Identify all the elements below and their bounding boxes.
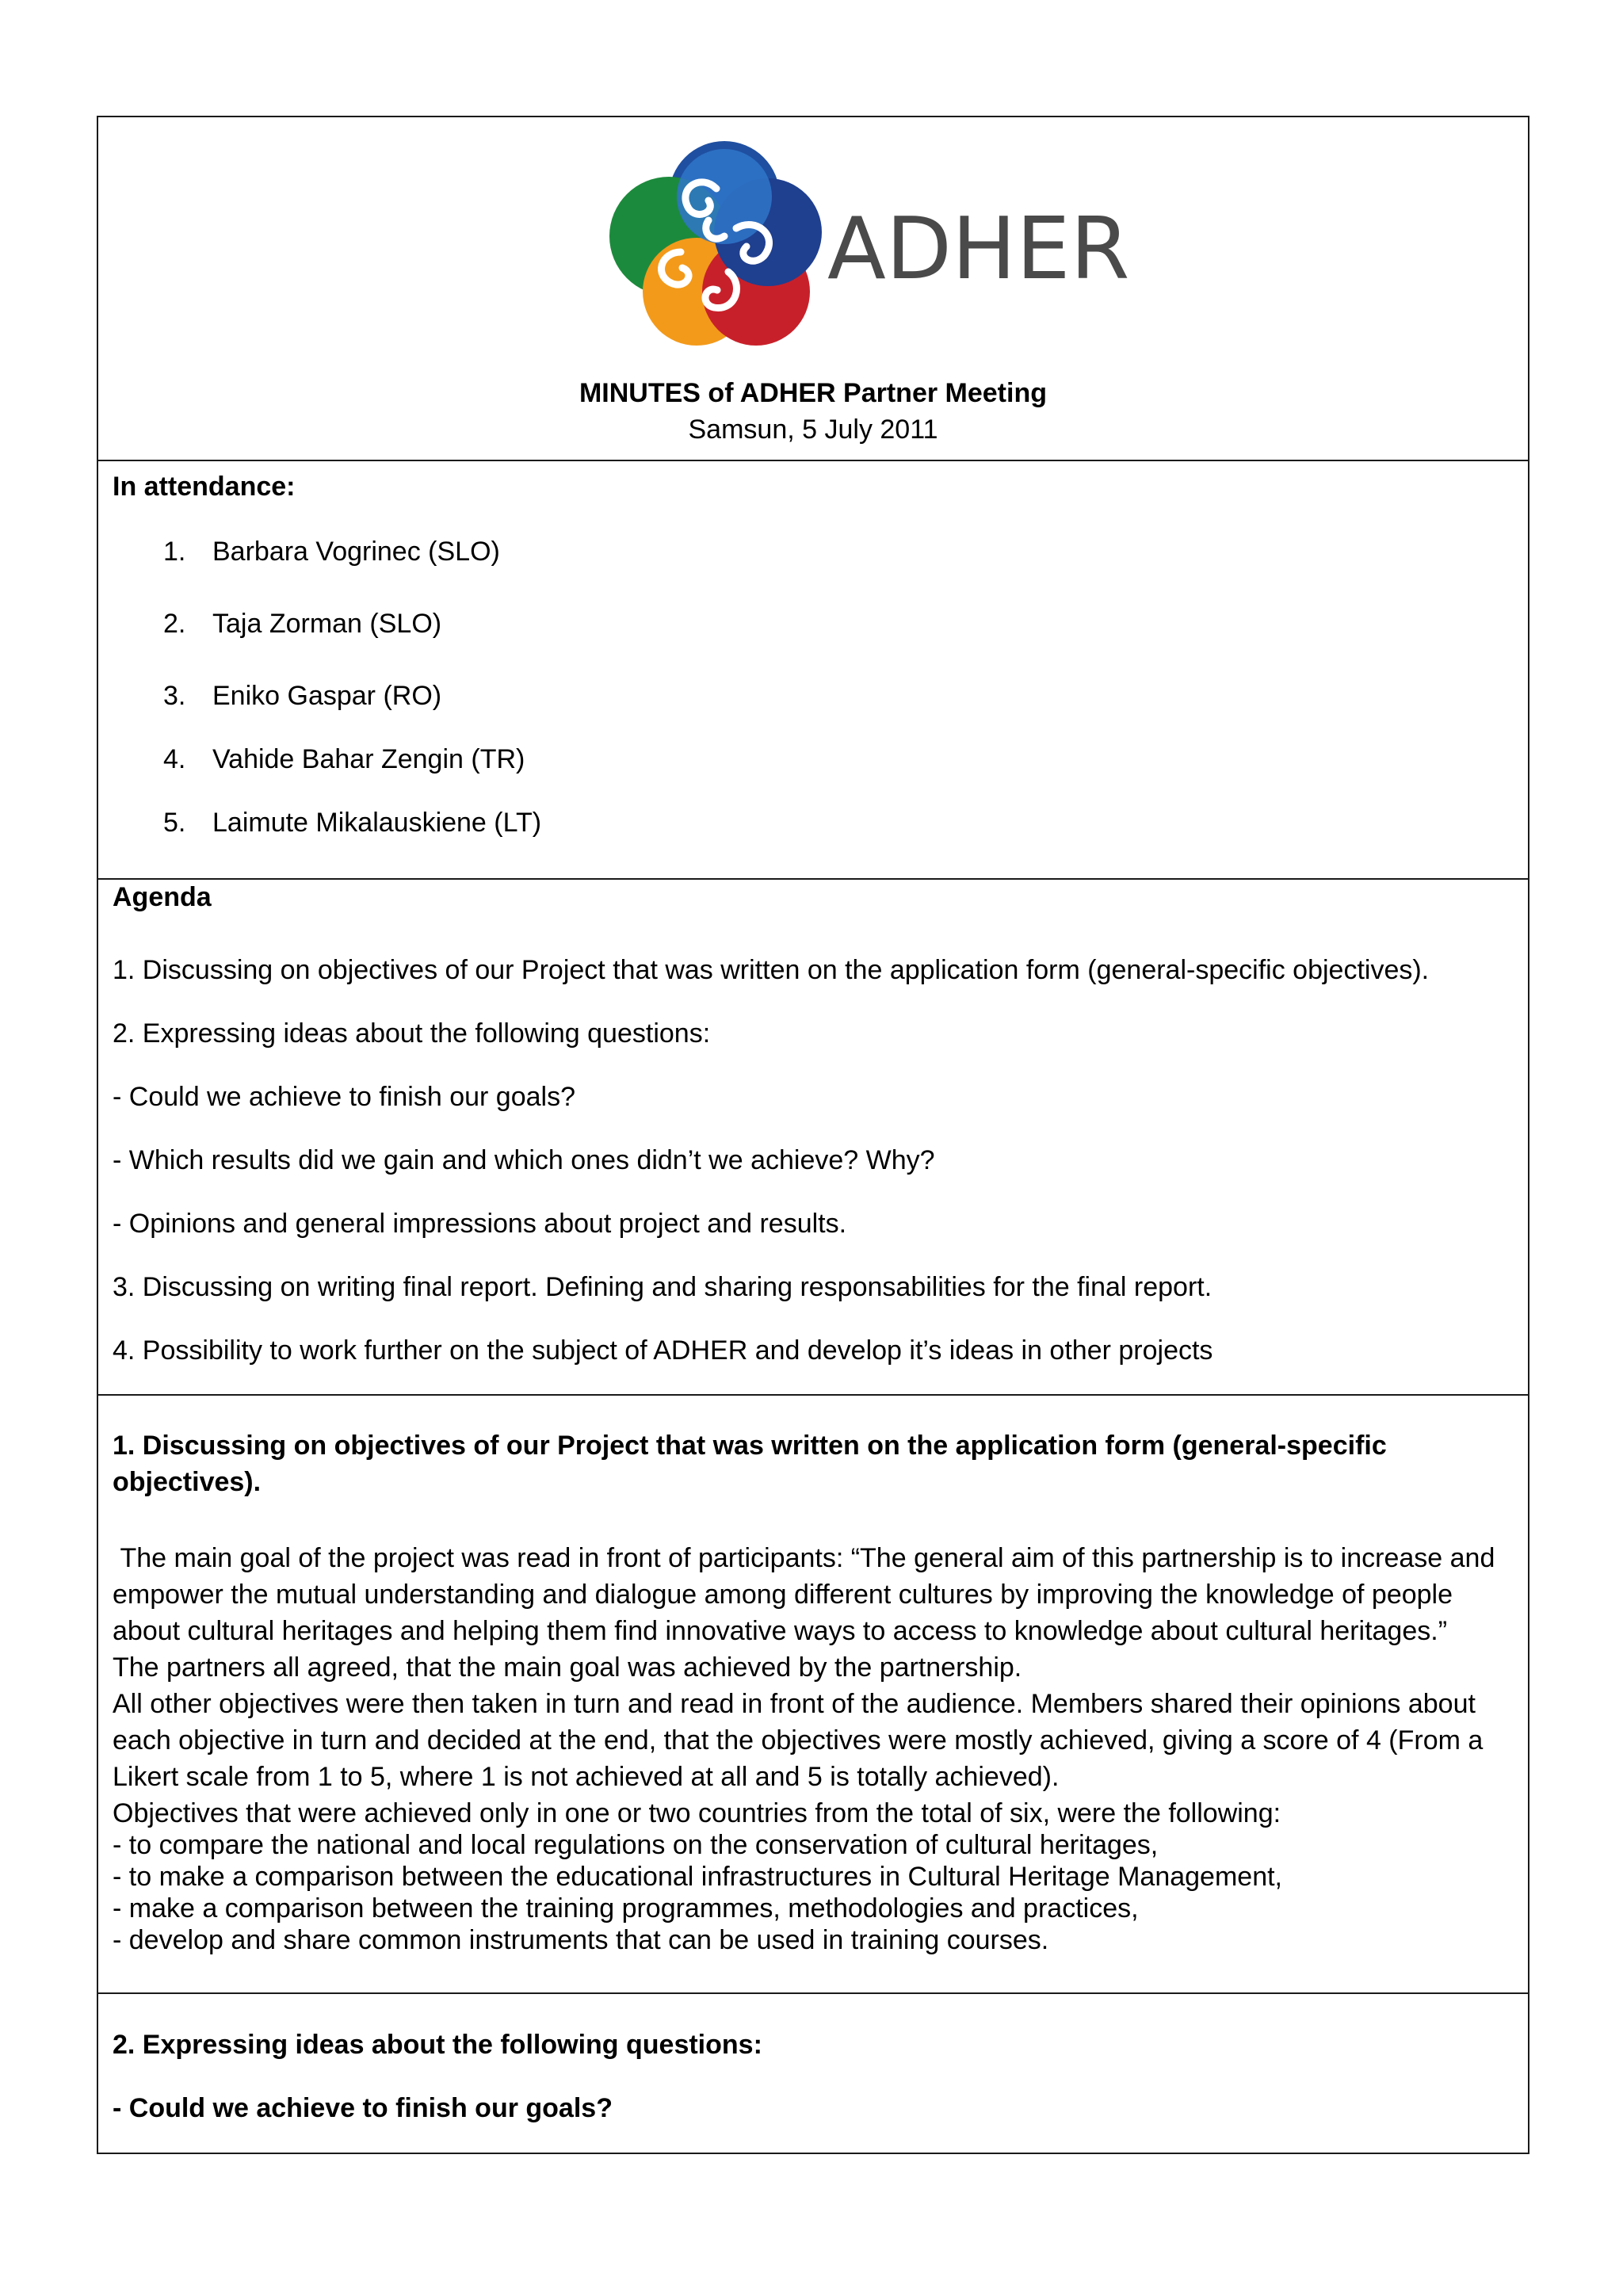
attendee-number: 5. xyxy=(163,808,186,838)
agenda-line: - Which results did we gain and which ones didn’t we achieve? Why? xyxy=(113,1145,935,1175)
attendee-item xyxy=(163,606,441,641)
attendee-number: 2. xyxy=(163,609,186,639)
logo-text: ADHER xyxy=(827,200,1130,299)
objectives-paragraph: All other objectives were then taken in turn and read in front of the audience. Members shared their opinions about each objective in turn and decided at the end, that the objectives were mostly achieved, giving a score of 4 (From a Likert scale from 1 to 5, where 1 is not achieved at all and 5 is totally achieved). xyxy=(113,1689,1484,1792)
logo-flower-icon xyxy=(609,141,822,346)
list-item: - make a comparison between the training programmes, methodologies and practices, xyxy=(113,1893,1139,1924)
objectives-paragraph: The main goal of the project was read in front of participants: “The general aim of this partnership is to increase and empower the mutual understanding and dialogue among different cultures by improving the knowledge of people about cultural heritages and helping them find innovative ways to access to knowledge about cultural heritages.” xyxy=(113,1543,1503,1646)
agenda-line: 2. Expressing ideas about the following questions: xyxy=(113,1018,711,1049)
minutes-document xyxy=(97,116,1529,2154)
attendee-item xyxy=(163,805,541,840)
attendee-number: 1. xyxy=(163,537,186,567)
objectives-paragraph: Objectives that were achieved only in one or two countries from the total of six, were the following: xyxy=(113,1798,1281,1828)
attendee-number: 3. xyxy=(163,681,186,711)
agenda-line: - Opinions and general impressions about project and results. xyxy=(113,1209,847,1239)
questions-cell xyxy=(98,1994,1528,2153)
document-title: MINUTES of ADHER Partner Meeting xyxy=(579,378,1047,408)
attendance-heading: In attendance: xyxy=(113,472,296,502)
list-item: - to compare the national and local regulations on the conservation of cultural heritages, xyxy=(113,1830,1159,1860)
question-item: - Could we achieve to finish our goals? xyxy=(113,2093,613,2123)
attendance-cell xyxy=(98,461,1528,880)
header-cell xyxy=(98,117,1528,461)
agenda-line: 1. Discussing on objectives of our Project that was written on the application form (general-specific objectives). xyxy=(113,955,1430,985)
document-subtitle: Samsun, 5 July 2011 xyxy=(688,415,938,445)
attendee-item xyxy=(163,534,500,569)
list-item: - to make a comparison between the educational infrastructures in Cultural Heritage Management, xyxy=(113,1862,1282,1892)
objectives-paragraph: The partners all agreed, that the main goal was achieved by the partnership. xyxy=(113,1652,1022,1683)
agenda-heading: Agenda xyxy=(113,882,212,912)
agenda-line: 4. Possibility to work further on the subject of ADHER and develop it’s ideas in other projects xyxy=(113,1335,1213,1366)
agenda-line: - Could we achieve to finish our goals? xyxy=(113,1082,575,1112)
attendee-item xyxy=(163,742,525,777)
attendee-name: Barbara Vogrinec (SLO) xyxy=(212,537,500,567)
attendee-name: Eniko Gaspar (RO) xyxy=(212,681,442,711)
attendee-item xyxy=(163,678,441,713)
list-item: - develop and share common instruments that can be used in training courses. xyxy=(113,1925,1049,1955)
attendee-number: 4. xyxy=(163,744,186,774)
questions-heading: 2. Expressing ideas about the following questions: xyxy=(113,2030,762,2060)
objectives-heading: 1. Discussing on objectives of our Project that was written on the application form (general-specific objectives). xyxy=(113,1431,1387,1497)
adher-logo xyxy=(598,133,1130,347)
attendee-name: Taja Zorman (SLO) xyxy=(212,609,442,639)
agenda-line: 3. Discussing on writing final report. Defining and sharing responsabilities for the final report. xyxy=(113,1272,1212,1302)
attendee-name: Laimute Mikalauskiene (LT) xyxy=(212,808,542,838)
objectives-body xyxy=(113,1540,1523,1832)
objectives-cell xyxy=(98,1396,1528,1994)
attendee-name: Vahide Bahar Zengin (TR) xyxy=(212,744,525,774)
objectives-list xyxy=(113,1829,1282,1956)
agenda-cell xyxy=(98,880,1528,1396)
